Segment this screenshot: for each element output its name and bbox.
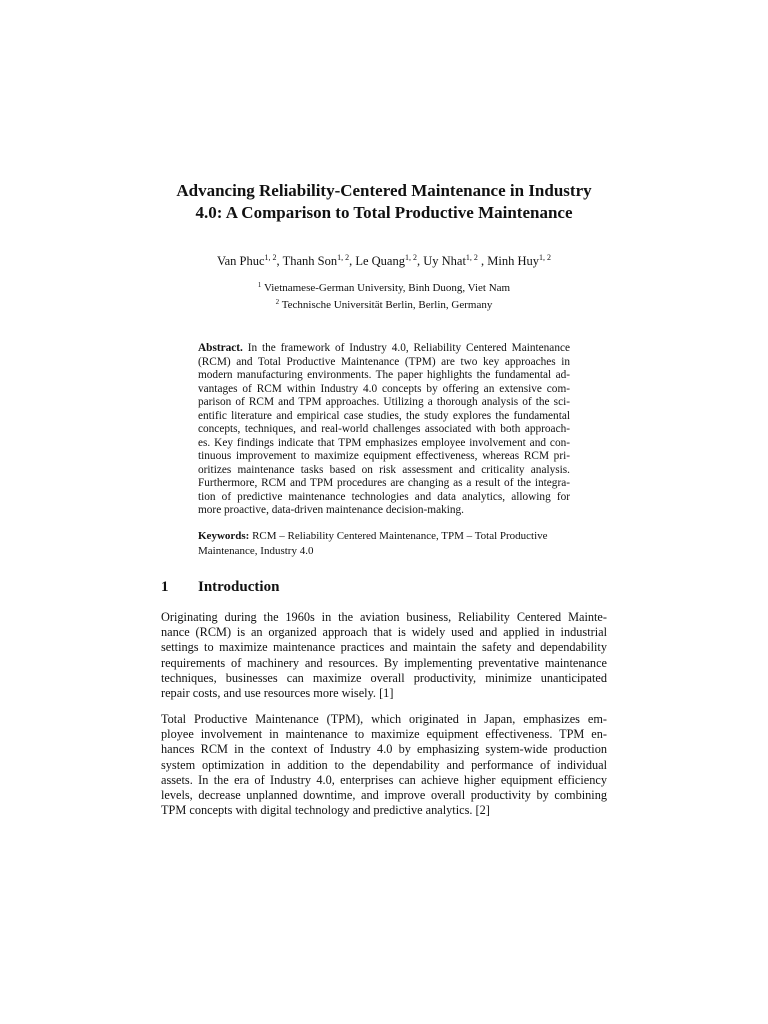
abstract-label: Abstract. [198, 342, 243, 354]
paragraph-line: techniques, businesses can maximize overall productivity, minimize unanticipated [161, 670, 607, 685]
paragraph-line: TPM concepts with digital technology and predictive analytics. [2] [161, 803, 490, 818]
abstract-line: Furthermore, RCM and TPM procedures are changing as a result of the integra- [198, 477, 570, 489]
abstract-line: es. Key findings indicate that TPM emphasizes employee involvement and con- [198, 436, 570, 449]
abstract-line: concepts, techniques, and real-world challenges associated with both approach- [198, 423, 570, 435]
abstract-line: oritizes maintenance tasks based on risk assessment and criticality analysis. [198, 463, 570, 476]
author-separator: , [477, 254, 488, 268]
title-line: 4.0: A Comparison to Total Productive Maintenance [195, 203, 573, 222]
paragraph-line: assets. In the era of Industry 4.0, enterprises can achieve higher equipment efficiency [161, 772, 607, 787]
body-paragraph [161, 610, 607, 701]
abstract-line: parison of RCM and TPM approaches. Utilizing a thorough analysis of the sci- [198, 396, 570, 408]
abstract-line: entific literature and empirical case studies, the study explores the fundamental [198, 409, 570, 422]
author-list [120, 250, 648, 269]
paragraph-line: Total Productive Maintenance (TPM), which originated in Japan, emphasizes em- [161, 712, 607, 726]
abstract-line: tinuous improvement to maximize equipment effectiveness, whereas RCM pri- [198, 450, 570, 462]
author-separator: , [276, 254, 283, 268]
author-name: Van Phuc [216, 254, 265, 268]
paper-title [120, 180, 648, 224]
affiliation-marker: 1 [257, 281, 262, 289]
author-separator: , [416, 254, 424, 268]
paragraph-line: repair costs, and use resources more wisely. [1] [161, 685, 394, 700]
author-affiliation-marker: 1, 2 [404, 253, 417, 262]
paragraph-line: hances RCM in the context of Industry 4.0 by emphasizing system-wide production [161, 742, 607, 757]
paragraph-line: system optimization in addition to the dependability and performance of individual [161, 757, 607, 772]
affiliation-text: Vietnamese-German University, Binh Duong, Viet Nam [263, 282, 511, 294]
keywords-label: Keywords: [198, 530, 250, 542]
abstract-text: In the framework of Industry 4.0, Reliability Centered Maintenance [247, 342, 570, 354]
abstract-line: (RCM) and Total Productive Maintenance (TPM) are two key approaches in [198, 355, 570, 368]
paragraph-line: levels, decrease unplanned downtime, and improve overall productivity by combining [161, 787, 607, 802]
section-title: Introduction [198, 579, 280, 595]
abstract-line: tion of predictive maintenance technologies and data analytics, allowing for [198, 490, 570, 503]
abstract-line: vantages of RCM within Industry 4.0 concepts by offering an extensive com- [198, 382, 570, 395]
body-paragraph [161, 712, 607, 818]
affiliation [120, 278, 648, 295]
abstract-line: more proactive, data-driven maintenance decision-making. [198, 504, 464, 516]
author-separator: , [349, 254, 356, 268]
paragraph-line: Originating during the 1960s in the aviation business, Reliability Centered Mainte- [161, 610, 607, 624]
paragraph-line: settings to maximize maintenance practices and maintain the safety and dependability [161, 640, 607, 655]
keywords [198, 529, 570, 558]
abstract [198, 342, 570, 518]
section-number: 1 [161, 579, 169, 595]
author-name: Uy Nhat [423, 254, 466, 268]
author-affiliation-marker: 1, 2 [465, 253, 478, 262]
keywords-text: RCM – Reliability Centered Maintenance, TPM – Total Productive Maintenance, Industry 4.0 [198, 530, 548, 557]
affiliation-list [120, 278, 648, 312]
affiliation-text: Technische Universität Berlin, Berlin, Germany [281, 299, 493, 311]
paragraph-line: ployee involvement in maintenance to maximize equipment effectiveness. TPM en- [161, 727, 607, 742]
author-name: Le Quang [355, 254, 405, 268]
author-affiliation-marker: 1, 2 [337, 253, 350, 262]
author-affiliation-marker: 1, 2 [539, 253, 552, 262]
author-name: Minh Huy [487, 254, 540, 268]
author-name: Thanh Son [282, 254, 338, 268]
title-line: Advancing Reliability-Centered Maintenance in Industry [176, 181, 592, 200]
abstract-line [198, 342, 570, 356]
affiliation [120, 295, 648, 312]
affiliation-marker: 2 [275, 298, 280, 306]
abstract-line: modern manufacturing environments. The paper highlights the fundamental ad- [198, 369, 570, 381]
paragraph-line: requirements of machinery and resources. By implementing preventative maintenance [161, 655, 607, 670]
paragraph-line: nance (RCM) is an organized approach that is widely used and applied in industrial [161, 625, 607, 640]
author-affiliation-marker: 1, 2 [264, 253, 277, 262]
